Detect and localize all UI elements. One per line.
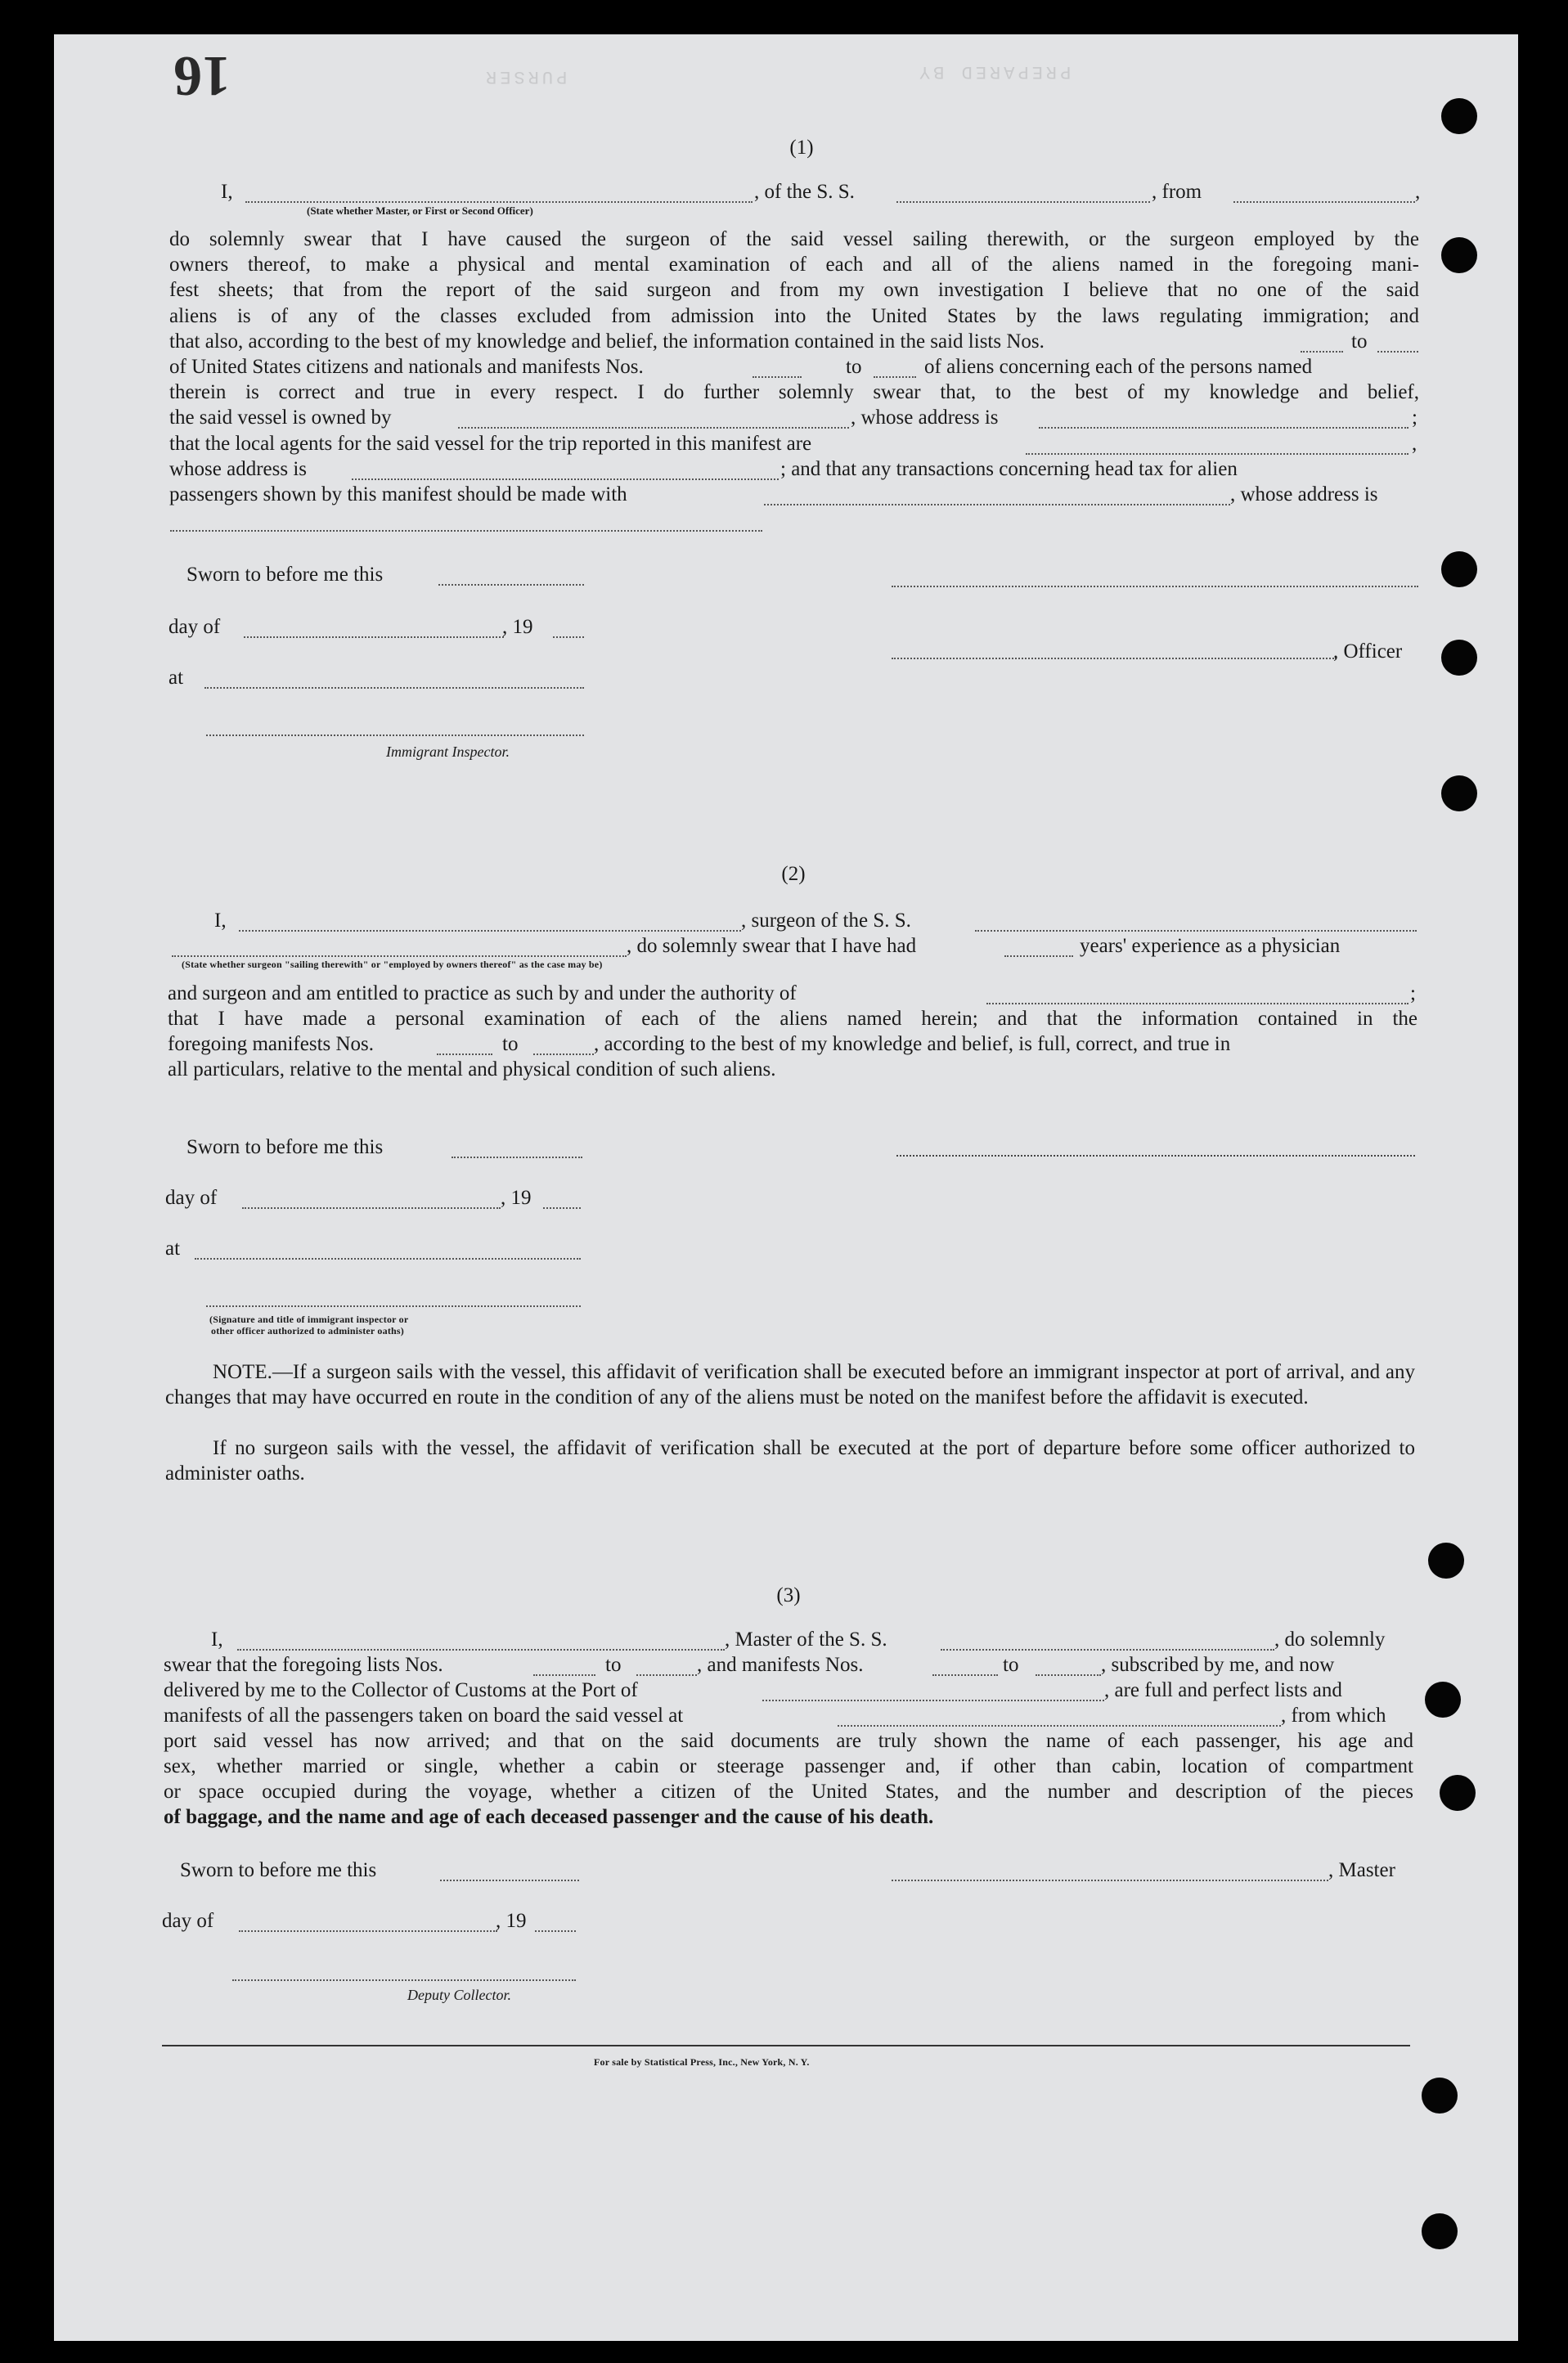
paragraph-line: , subscribed by me, and now [1101, 1654, 1335, 1676]
punch-hole [1441, 775, 1477, 811]
field-label: to [1351, 330, 1368, 353]
at-place-field [204, 687, 584, 689]
field-label: whose address is [169, 458, 308, 480]
paragraph-line: aliens is of any of the classes excluded from admission into the United States by the laws regulating immigration; and [169, 305, 1419, 327]
note-paragraph: If no surgeon sails with the vessel, the affidavit of verification shall be executed at the port of departure before some officer authorized to administer oaths. [165, 1437, 1415, 1485]
day-of-label: day of [168, 616, 221, 638]
manifests-to-field [874, 376, 916, 378]
surgeon-manifest-to-field [533, 1053, 594, 1055]
paragraph-line: of United States citizens and nationals and manifests Nos. [169, 356, 644, 378]
surgeon-ship-field [975, 930, 1417, 932]
inspector-label: Immigrant Inspector. [386, 743, 510, 760]
printer-credit: For sale by Statistical Press, Inc., New York, N. Y. [594, 2056, 810, 2068]
at-label: at [168, 667, 184, 689]
manifests-from-field [753, 376, 802, 378]
field-label: , and manifests Nos. [697, 1654, 864, 1676]
year-field [543, 1207, 581, 1209]
paragraph-line: years' experience as a physician [1080, 935, 1341, 957]
day-of-field [244, 636, 504, 638]
year-label: , 19 [496, 1910, 527, 1932]
sworn-label: Sworn to before me this [180, 1859, 377, 1881]
signature-field [892, 586, 1418, 587]
field-label: I, [214, 910, 227, 932]
paragraph-line: do solemnly swear that I have caused the surgeon of the said vessel sailing therewith, or the surgeon employed by the [169, 228, 1419, 250]
punctuation: ; [1412, 407, 1417, 429]
paragraph-line: and surgeon and am entitled to practice as such by and under the authority of [168, 982, 797, 1004]
year-label: , 19 [501, 1187, 532, 1209]
footer-rule [162, 2045, 1410, 2046]
day-of-label: day of [165, 1187, 218, 1209]
officer-note: (State whether Master, or First or Second Officer) [307, 204, 533, 217]
field-label: , do solemnly [1274, 1628, 1386, 1651]
year-label: , 19 [502, 616, 533, 638]
officer-label: , Officer [1333, 640, 1403, 663]
paragraph-line: , do solemnly swear that I have had [627, 935, 917, 957]
authority-field [986, 1003, 1409, 1004]
port-field [762, 1700, 1104, 1701]
day-of-field [242, 1207, 501, 1209]
day-of-field [239, 1930, 497, 1932]
field-label: , surgeon of the S. S. [741, 910, 911, 932]
day-of-label: day of [162, 1910, 214, 1932]
field-label: to [605, 1654, 622, 1676]
punch-hole [1422, 2078, 1458, 2114]
surgeon-status-field [172, 955, 627, 957]
punch-hole [1440, 1775, 1476, 1811]
paragraph-line: that the local agents for the said vessel for the trip reported in this manifest are [169, 433, 812, 455]
field-label: swear that the foregoing lists Nos. [164, 1654, 443, 1676]
surgeon-name-field [239, 930, 741, 932]
paragraph-line: of baggage, and the name and age of each deceased passenger and the cause of his death. [164, 1806, 934, 1828]
field-label: I, [211, 1628, 223, 1651]
master-label: , Master [1328, 1859, 1395, 1881]
at-place-field [195, 1258, 581, 1260]
paragraph-line: that I have made a personal examination of each of the aliens named herein; and that the information contained in the [168, 1008, 1417, 1030]
lists-from-field [533, 1674, 595, 1676]
master-ship-field [941, 1649, 1274, 1651]
field-label: , Master of the S. S. [725, 1628, 887, 1651]
owner-field [458, 427, 849, 429]
year-field [535, 1930, 576, 1932]
punctuation: , [1412, 433, 1417, 455]
paragraph-line: , are full and perfect lists and [1104, 1679, 1342, 1701]
at-label: at [165, 1238, 181, 1260]
manifests-from-field [932, 1674, 998, 1676]
field-label: to [502, 1033, 519, 1055]
paragraph-line: ; and that any transactions concerning head tax for alien [780, 458, 1238, 480]
field-label: , whose address is [1230, 483, 1378, 505]
field-label: to [846, 356, 862, 378]
master-name-field [237, 1649, 725, 1651]
section-number: (2) [781, 863, 806, 885]
sworn-label: Sworn to before me this [186, 1136, 384, 1158]
years-experience-field [1004, 955, 1073, 957]
field-label: I, [221, 181, 233, 203]
collector-label: Deputy Collector. [407, 1987, 511, 2003]
punch-hole [1441, 237, 1477, 273]
surgeon-manifest-from-field [437, 1053, 492, 1055]
note-label: NOTE. [213, 1361, 272, 1383]
manifests-to-field [1036, 1674, 1101, 1676]
year-field [553, 636, 584, 638]
sworn-day-field [452, 1157, 582, 1158]
punch-hole [1422, 2213, 1458, 2249]
punctuation: ; [1410, 982, 1416, 1004]
boarding-port-field [838, 1725, 1281, 1727]
surgeon-signature-line [896, 1155, 1415, 1157]
punctuation: , [1415, 181, 1421, 203]
field-label: , whose address is [851, 407, 999, 429]
surgeon-note: (State whether surgeon "sailing therewith" or "employed by owners thereof" as the case may be) [182, 959, 603, 970]
ghost-mark: PREPARED BY [916, 61, 1072, 82]
punch-hole [1441, 98, 1477, 134]
field-label: the said vessel is owned by [169, 407, 392, 429]
page-number: 16 [173, 44, 231, 107]
paragraph-line: sex, whether married or single, whether a cabin or steerage passenger and, if other than cabin, location of compartment [164, 1755, 1413, 1777]
field-label: delivered by me to the Collector of Customs at the Port of [164, 1679, 638, 1701]
local-agents-field [1026, 453, 1409, 455]
paragraph-line: or space occupied during the voyage, whether a citizen of the United States, and the number and description of the pieces [164, 1781, 1413, 1803]
sworn-day-field [440, 1880, 579, 1881]
field-label: to [1003, 1654, 1019, 1676]
sworn-day-field [438, 584, 584, 586]
paragraph-line: therein is correct and true in every respect. I do further solemnly swear that, to the best of my knowledge and belief, [169, 381, 1419, 403]
section-number: (1) [789, 137, 814, 159]
paragraph-line: , according to the best of my knowledge and belief, is full, correct, and true in [594, 1033, 1231, 1055]
note-paragraph [165, 1359, 1415, 1410]
collector-signature-field [232, 1979, 576, 1981]
punch-hole [1425, 1682, 1461, 1718]
from-port-field [1233, 201, 1415, 203]
field-label: foregoing manifests Nos. [168, 1033, 375, 1055]
paragraph-line: all particulars, relative to the mental and physical condition of such aliens. [168, 1058, 776, 1080]
master-signature-field [892, 1880, 1328, 1881]
field-label: , from [1152, 181, 1202, 203]
inspector-signature-field [206, 735, 584, 736]
section-number: (3) [776, 1584, 801, 1606]
lists-to-field [636, 1674, 697, 1676]
agents-address-field [352, 478, 779, 480]
head-tax-agent-field [764, 504, 1230, 505]
punch-hole [1441, 551, 1477, 587]
ghost-mark: PURSER [483, 66, 568, 87]
lists-from-field [1301, 351, 1343, 353]
head-tax-address-field [170, 530, 762, 532]
paragraph-line: of aliens concerning each of the persons named [924, 356, 1313, 378]
lists-to-field [1377, 351, 1418, 353]
paragraph-line: , from which [1281, 1705, 1386, 1727]
owner-address-field [1039, 427, 1409, 429]
sworn-label: Sworn to before me this [186, 564, 384, 586]
inspector-signature-field [206, 1305, 581, 1307]
officer-signature-field [892, 658, 1337, 659]
field-label: , of the S. S. [754, 181, 855, 203]
note-text: —If a surgeon sails with the vessel, this affidavit of verification shall be executed before an immigrant inspector at port of arrival, and any changes that may have occurred en route in the condition of any of the aliens must be noted on the manifest before the affidavit is executed. [165, 1361, 1415, 1408]
punch-hole [1441, 640, 1477, 676]
field-label: manifests of all the passengers taken on board the said vessel at [164, 1705, 684, 1727]
paragraph-line: owners thereof, to make a physical and mental examination of each and all of the aliens named in the foregoing mani- [169, 254, 1419, 276]
ship-name-field [896, 201, 1150, 203]
punch-hole [1428, 1543, 1464, 1579]
paragraph-line: that also, according to the best of my knowledge and belief, the information contained in the said lists Nos. [169, 330, 1045, 353]
signature-note: (Signature and title of immigrant inspector or [209, 1314, 409, 1325]
paragraph-line: port said vessel has now arrived; and that on the said documents are truly shown the name of each passenger, his age and [164, 1730, 1413, 1752]
paragraph-line: passengers shown by this manifest should be made with [169, 483, 627, 505]
signature-note: other officer authorized to administer oaths) [211, 1325, 404, 1336]
officer-name-field [245, 201, 753, 203]
paragraph-line: fest sheets; that from the report of the said surgeon and from my own investigation I believe that no one of the said [169, 279, 1419, 301]
